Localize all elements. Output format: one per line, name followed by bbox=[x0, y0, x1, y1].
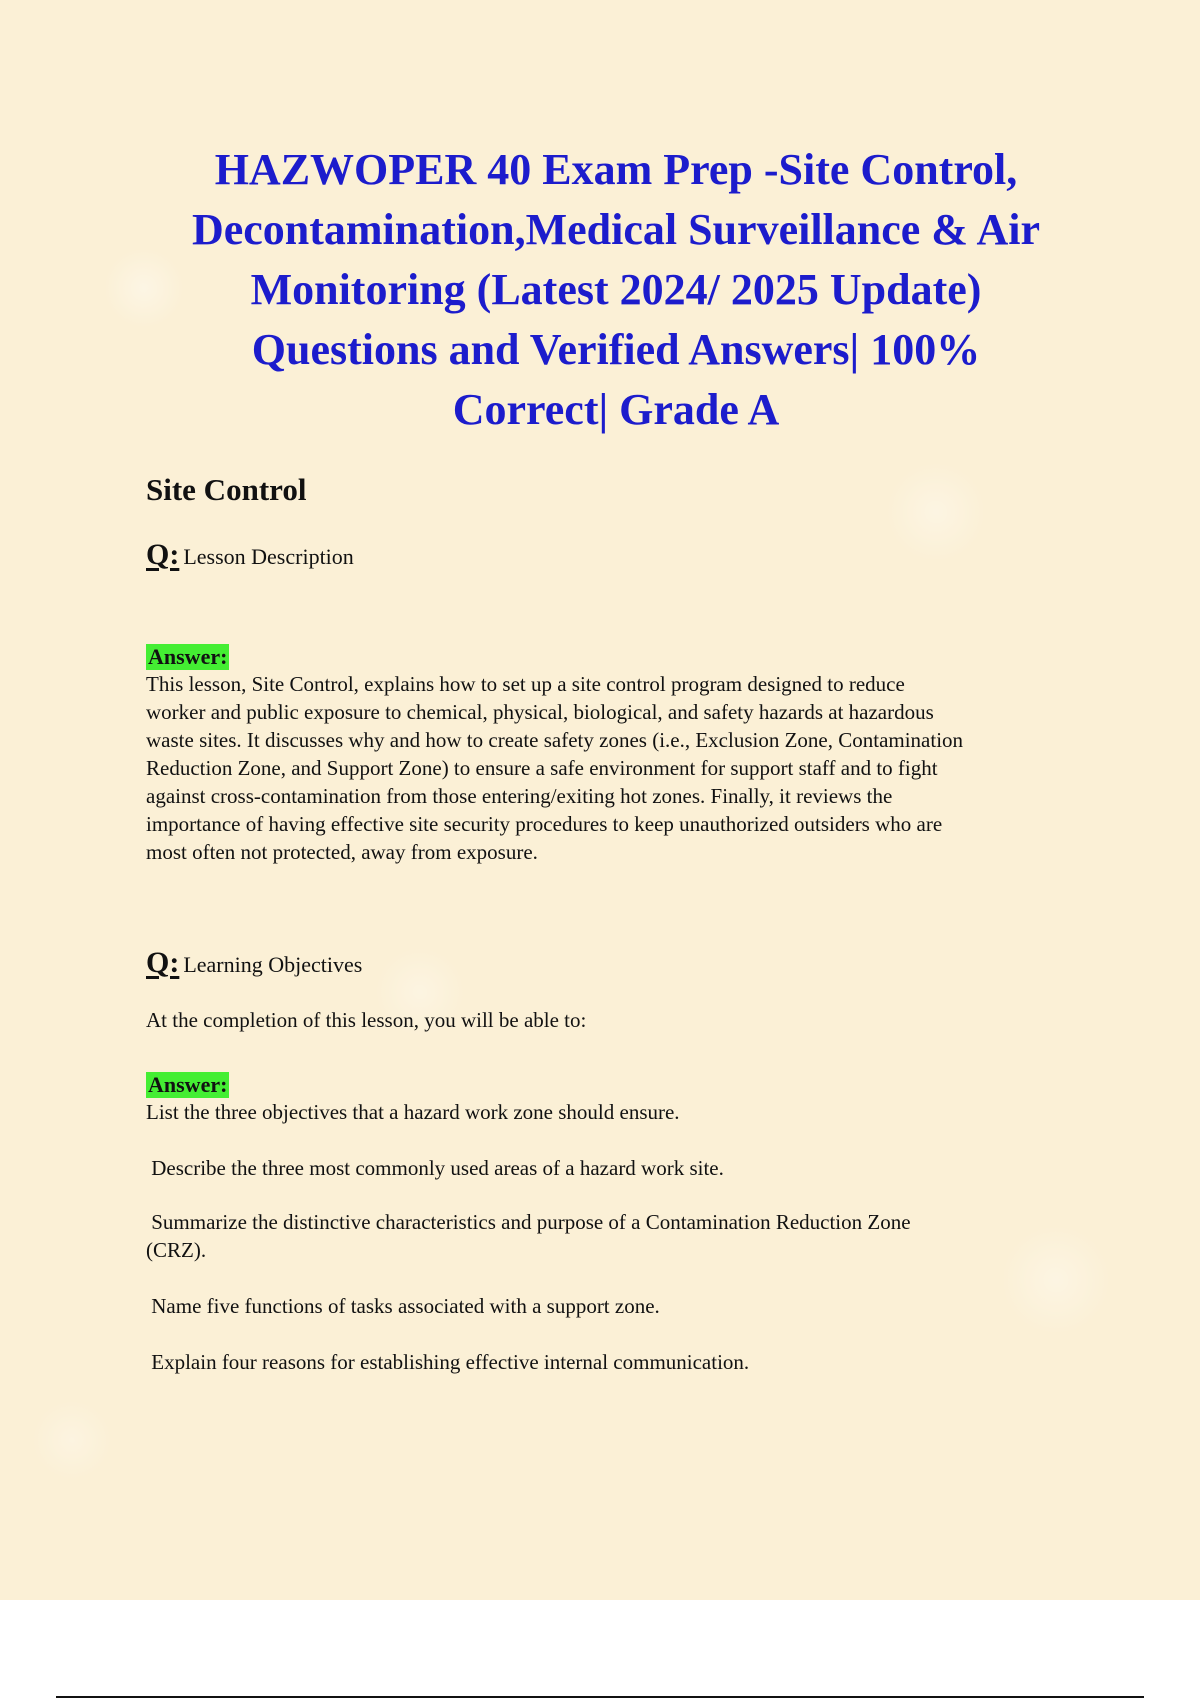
question-1 bbox=[146, 540, 1086, 572]
answer-line: This lesson, Site Control, explains how to set up a site control program designed to reduce bbox=[146, 672, 905, 696]
question-label: Q: bbox=[146, 538, 180, 571]
question-label: Q: bbox=[146, 946, 180, 979]
objective-item: Summarize the distinctive characteristics and purpose of a Contamination Reduction Zone (CRZ). bbox=[146, 1210, 911, 1262]
answer-2-label-row bbox=[146, 1072, 1086, 1098]
question-text: Lesson Description bbox=[183, 544, 354, 569]
answer-2-body bbox=[146, 1098, 1086, 1376]
answer-label: Answer: bbox=[148, 1072, 228, 1097]
question-2 bbox=[146, 948, 1086, 980]
document-title bbox=[136, 140, 1096, 440]
answer-1-body bbox=[146, 670, 1086, 866]
objective-item: Name five functions of tasks associated with a support zone. bbox=[146, 1294, 660, 1318]
objective-item: List the three objectives that a hazard work zone should ensure. bbox=[146, 1100, 680, 1124]
objective-item: Describe the three most commonly used areas of a hazard work site. bbox=[146, 1156, 724, 1180]
title-line: Monitoring (Latest 2024/ 2025 Update) bbox=[250, 265, 982, 314]
section-heading: Site Control bbox=[146, 472, 307, 507]
answer-line: against cross-contamination from those entering/exiting hot zones. Finally, it reviews the bbox=[146, 784, 893, 808]
objective-item: Explain four reasons for establishing effective internal communication. bbox=[146, 1350, 750, 1374]
question-detail: At the completion of this lesson, you will be able to: bbox=[146, 1008, 587, 1032]
question-text: Learning Objectives bbox=[183, 952, 363, 977]
title-line: Questions and Verified Answers| 100% bbox=[251, 325, 981, 374]
answer-line: worker and public exposure to chemical, physical, biological, and safety hazards at hazardous bbox=[146, 700, 934, 724]
answer-line: importance of having effective site security procedures to keep unauthorized outsiders who are bbox=[146, 812, 943, 836]
answer-label: Answer: bbox=[148, 644, 228, 669]
title-line: Correct| Grade A bbox=[452, 385, 780, 434]
answer-line: most often not protected, away from exposure. bbox=[146, 840, 538, 864]
answer-1-label-row bbox=[146, 644, 1086, 670]
title-line: Decontamination,Medical Surveillance & Air bbox=[191, 205, 1041, 254]
footer-rule bbox=[56, 1696, 1144, 1698]
answer-line: Reduction Zone, and Support Zone) to ensure a safe environment for support staff and to fight bbox=[146, 756, 938, 780]
answer-line: waste sites. It discusses why and how to create safety zones (i.e., Exclusion Zone, Contamination bbox=[146, 728, 964, 752]
title-line: HAZWOPER 40 Exam Prep -Site Control, bbox=[214, 145, 1018, 194]
document-content bbox=[146, 140, 1086, 1376]
